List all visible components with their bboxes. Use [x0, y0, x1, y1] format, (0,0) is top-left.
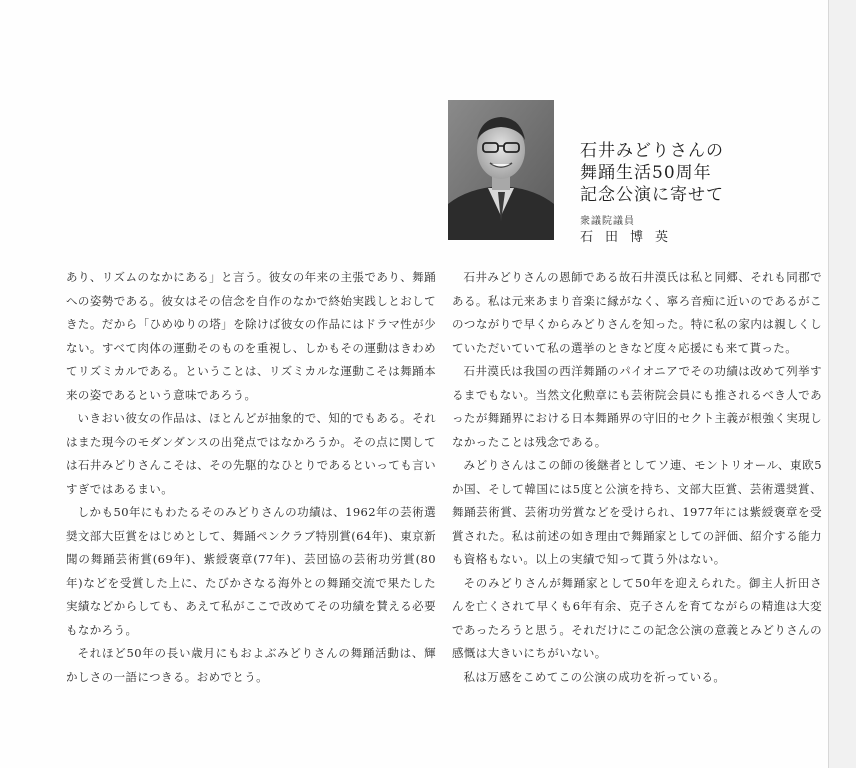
left-text-column [66, 266, 436, 689]
title-line: 石井みどりさんの [580, 141, 724, 161]
right-text-column [452, 266, 822, 689]
author-role: 衆議院議員 [580, 216, 635, 227]
title-line: 記念公演に寄せて [580, 185, 724, 205]
paragraph: 私は万感をこめてこの公演の成功を祈っている。 [463, 669, 726, 684]
paragraph: しかも50年にもわたるそのみどりさんの功績は、1962年の芸術選奨文部大臣賞をはじめとして、舞踊ペンクラブ特別賞(64年)、東京新聞の舞踊芸術賞(69年)、紫綬褒章(77年)、芸団協の芸術功労賞(80年)などを受賞した上に、たびかさなる海外との舞踊交流で果たした実績などからしても、あえて私がここで改めてその功績を賛える必要もなかろう。 [66, 505, 436, 637]
paragraph: 石井漠氏は我国の西洋舞踊のパイオニアでその功績は改めて列挙するまでもない。当然文化勲章にも芸術院会員にも推されるべき人であったが舞踊界における日本舞踊界の守旧的セクト主義が根強く実現しなかったことは残念である。 [452, 364, 822, 449]
page-edge [828, 0, 856, 768]
paragraph: そのみどりさんが舞踊家として50年を迎えられた。御主人折田さんを亡くされて早くも6年有余、克子さんを育てながらの精進は大変であったろうと思う。それだけにこの記念公演の意義とみどりさんの感慨は大きいにちがいない。 [452, 575, 822, 660]
paragraph: 石井みどりさんの恩師である故石井漠氏は私と同郷、それも同郡である。私は元来あまり音楽に縁がなく、寧ろ音痴に近いのであるがこのつながりで早くからみどりさんを知った。特に私の家内は親しくしていただいていて私の選挙のときなど度々応援にも来て貰った。 [452, 270, 822, 355]
author-name: 石田博英 [580, 230, 681, 245]
paragraph: みどりさんはこの師の後継者としてソ連、モントリオール、東欧5か国、そして韓国には5度と公演を持ち、文部大臣賞、芸術選奨賞、舞踊芸術賞、芸術功労賞などを受けられ、1977年には紫綬褒章を受賞された。私は前述の如き理由で舞踊家としての評価、紹介する能力も資格もない。以上の実績で知って貰う外はない。 [452, 458, 822, 566]
title-line: 舞踊生活50周年 [580, 163, 712, 183]
paragraph: あり、リズムのなかにある」と言う。彼女の年来の主張であり、舞踊への姿勢である。彼女はその信念を自作のなかで終始実践しとおしてきた。だから「ひめゆりの塔」を除けば彼女の作品にはドラマ性が少ない。すべて肉体の運動そのものを重視し、しかもその運動はきわめてリズミカルである。ということは、リズミカルな運動こそは舞踊本来の姿であるという意味であろう。 [66, 270, 436, 402]
article-title [580, 140, 724, 206]
paragraph: いきおい彼女の作品は、ほとんどが抽象的で、知的でもある。それはまた現今のモダンダンスの出発点ではなかろうか。その点に関しては石井みどりさんこそは、その先駆的なひとりであるといっても言いすぎではあるまい。 [66, 411, 436, 496]
author-portrait-photo [448, 100, 554, 240]
paragraph: それほど50年の長い歳月にもおよぶみどりさんの舞踊活動は、輝かしさの一語につきる。おめでとう。 [66, 646, 436, 684]
portrait-illustration [448, 100, 554, 240]
